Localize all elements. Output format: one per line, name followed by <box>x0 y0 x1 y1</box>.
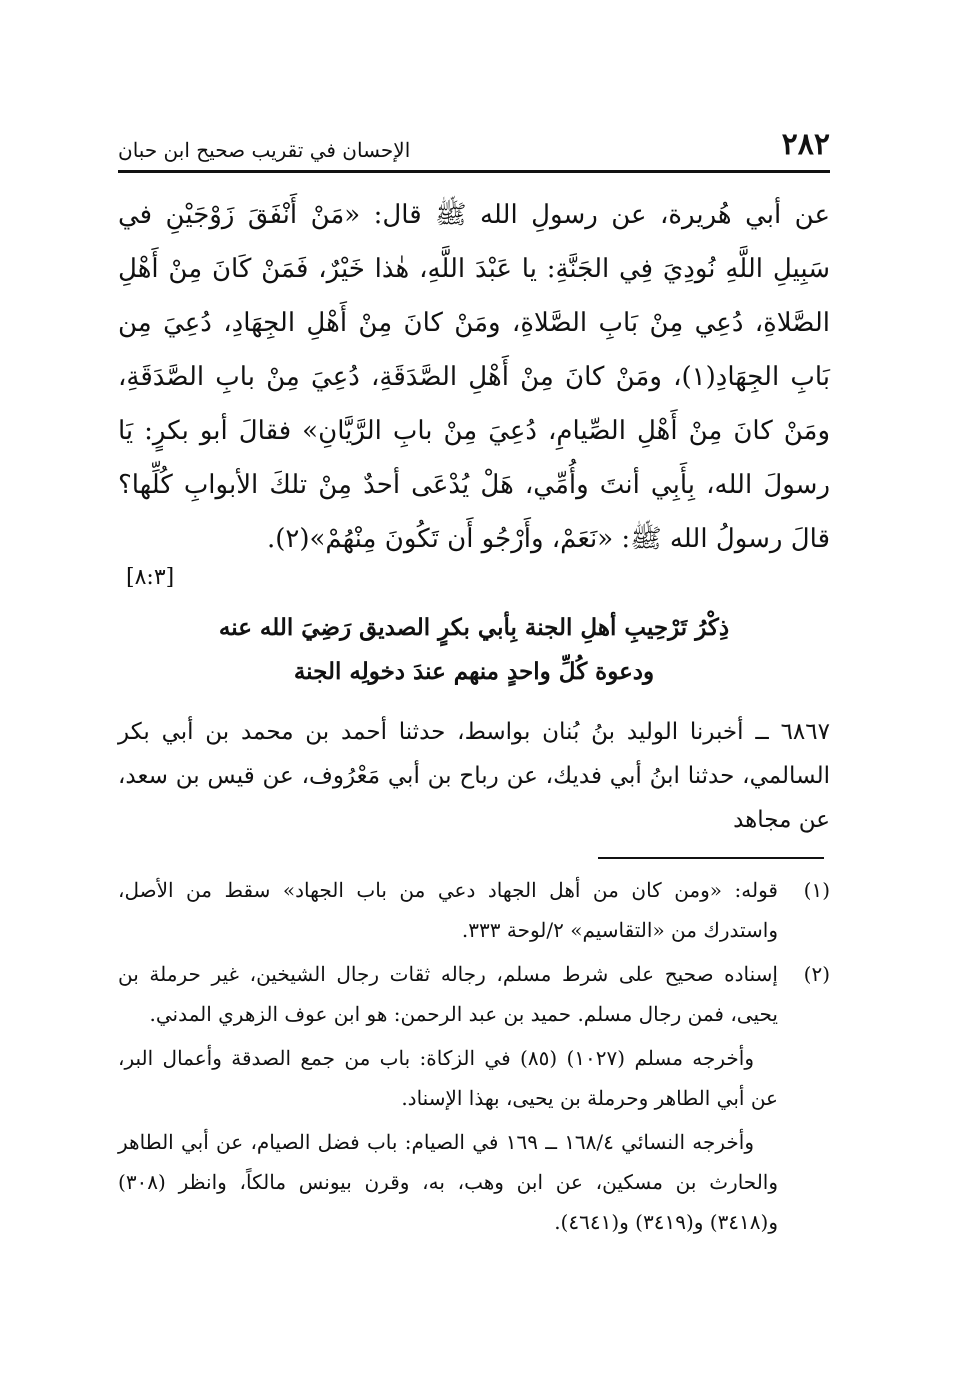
hadith-6867 <box>118 710 830 842</box>
footnote-2-paragraph-3: وأخرجه النسائي ١٦٨/٤ ــ ١٦٩ في الصيام: باب فضل الصيام، عن أبي الطاهر والحارث بن مسكين، عن ابن وهب، به، وقرن بيونس مالكاً، وانظر (٣٠٨) و(٣٤١٨) و(٣٤١٩) و(٤٦٤١). <box>118 1130 778 1234</box>
hadith-text: عن أبي هُريرة، عن رسولِ الله ﷺ قال: «مَنْ أَنْفَقَ زَوْجَيْنِ في سَبِيلِ اللَّهِ نُودِيَ فِي الجَنَّةِ: يا عَبْدَ اللَّهِ، هٰذا خَيْرٌ، فَمَنْ كَانَ مِنْ أَهْلِ الصَّلاةِ، دُعِي مِنْ بَابِ الصَّلاةِ، ومَنْ كانَ مِنْ أَهْلِ الجِهَادِ، دُعِيَ مِن بَابِ الجِهَادِ(١)، ومَنْ كانَ مِنْ أَهْلِ الصَّدَقَةِ، دُعِيَ مِنْ بابِ الصَّدَقَةِ، ومَنْ كانَ مِنْ أَهْلِ الصِّيامِ، دُعِيَ مِنْ بابِ الرَّيَّانِ» فقالَ أبو بكرٍ: يَا رسولَ الله، بِأَبِي أنتَ وأُمِّي، هَلْ يُدْعَى أحدٌ مِنْ تلكَ الأبوابِ كُلِّها؟ قالَ رسولُ الله ﷺ: «نَعَمْ، وأَرْجُو أَن تَكُونَ مِنْهُمْ»(٢). <box>118 200 830 554</box>
footnote-number: (٢) <box>803 962 830 986</box>
footnotes <box>118 870 830 1246</box>
footnote-2-paragraph-2: وأخرجه مسلم (١٠٢٧) (٨٥) في الزكاة: باب من جمع الصدقة وأعمال البر، عن أبي الطاهر وحرملة بن يحيى، بهذا الإسناد. <box>118 1046 778 1110</box>
heading-line-1: ذِكْرُ تَرْحِيبِ أهلِ الجنة بِأبي بكرٍ الصديق رَضِيَ الله عنه <box>218 614 730 641</box>
header-divider <box>118 170 830 173</box>
footnote-1 <box>118 870 830 950</box>
section-heading <box>118 606 830 694</box>
footnote-2 <box>118 954 830 1034</box>
footnote-divider <box>598 857 824 859</box>
footnote-text: قوله: «ومن كان من أهل الجهاد دعي من باب الجهاد» سقط من الأصل، واستدرك من «التقاسيم» ٢/لوحة ٣٣٣. <box>118 878 778 942</box>
footnote-number: (١) <box>803 878 830 902</box>
page-header <box>118 118 830 162</box>
hadith-6867-text: ٦٨٦٧ ــ أخبرنا الوليد بنُ بُنان بواسط، حدثنا أحمد بن محمد بن أبي بكر السالمي، حدثنا ابنُ أبي فديك، عن رباح بن أبي مَعْرُوف، عن قيس بن سعد، عن مجاهد <box>118 719 830 833</box>
running-title: الإحسان في تقريب صحيح ابن حبان <box>118 138 411 162</box>
reference-marker: [٨:٣] <box>126 565 175 590</box>
hadith-body <box>118 188 830 566</box>
page-number: ٢٨٢ <box>781 127 830 162</box>
footnote-text: إسناده صحيح على شرط مسلم، رجاله ثقات رجال الشيخين، غير حرملة بن يحيى، فمن رجال مسلم. حميد بن عبد الرحمن: هو ابن عوف الزهري المدني. <box>118 962 778 1026</box>
heading-line-2: ودعوة كُلِّ واحدٍ منهم عندَ دخولِه الجنة <box>293 658 655 685</box>
